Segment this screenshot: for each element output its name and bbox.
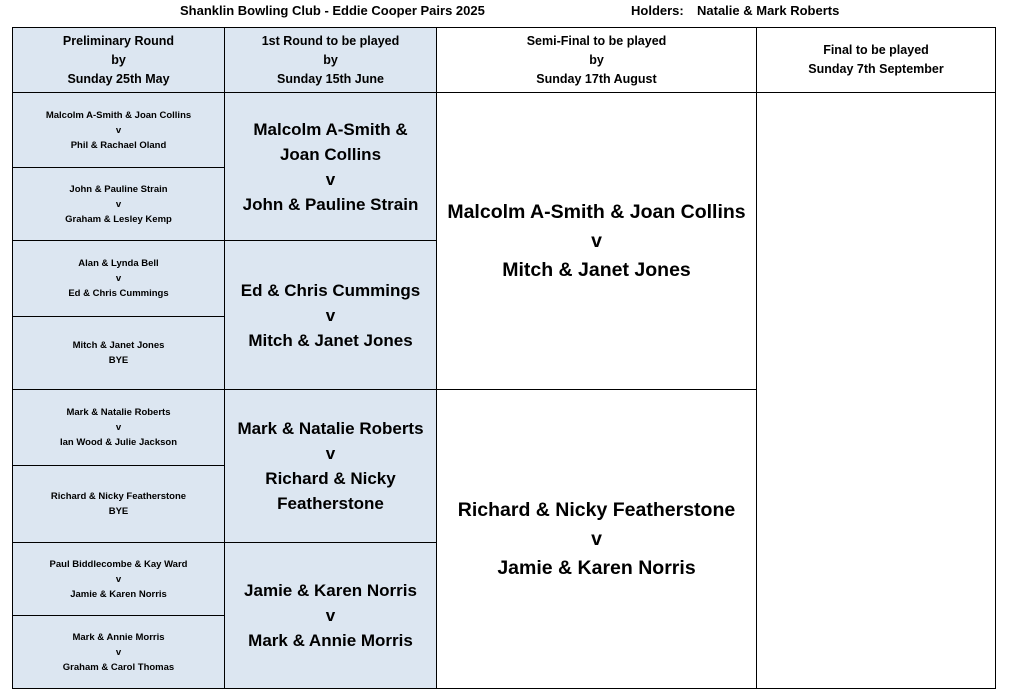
first-round-match <box>224 389 437 543</box>
preliminary-match <box>12 316 225 390</box>
header-line: 1st Round to be played <box>261 33 400 48</box>
final-match <box>756 92 996 689</box>
team-name: Malcolm A-Smith & <box>253 119 408 139</box>
team-name: Richard & Nicky Featherstone <box>457 498 736 521</box>
team-name: Ian Wood & Julie Jackson <box>59 437 178 448</box>
versus-label: v <box>115 198 122 210</box>
semi-final-header <box>436 27 757 93</box>
header-line: Final to be played <box>823 43 929 57</box>
semi-final-match <box>436 389 757 689</box>
preliminary-match <box>12 167 225 241</box>
first-round-match <box>224 92 437 241</box>
team-name: Ed & Chris Cummings <box>240 280 421 300</box>
preliminary-match <box>12 240 225 317</box>
header-line: Sunday 15th June <box>277 71 384 86</box>
bye-label: BYE <box>108 506 129 517</box>
preliminary-match <box>12 465 225 543</box>
header-line: by <box>111 52 126 67</box>
semi-final-match <box>436 92 757 390</box>
team-name: Paul Biddlecombe & Kay Ward <box>49 558 188 570</box>
team-name: John & Pauline Strain <box>242 194 419 214</box>
versus-label: v <box>325 305 336 325</box>
team-name: Malcolm A-Smith & Joan Collins <box>447 200 746 223</box>
team-name: Alan & Lynda Bell <box>78 258 159 269</box>
header-line: by <box>589 52 604 67</box>
page-title: Shanklin Bowling Club - Eddie Cooper Pairs 2025 <box>180 3 485 18</box>
bye-label: BYE <box>108 355 129 366</box>
versus-label: v <box>115 124 122 136</box>
versus-label: v <box>115 573 122 585</box>
team-name: Graham & Carol Thomas <box>62 661 175 673</box>
team-name: Mark & Natalie Roberts <box>237 419 424 438</box>
team-name: Richard & Nicky Featherstone <box>50 491 187 502</box>
versus-label: v <box>325 444 336 463</box>
versus-label: v <box>115 422 122 433</box>
header-line: Preliminary Round <box>62 33 175 48</box>
first-round-match <box>224 542 437 689</box>
preliminary-match <box>12 542 225 616</box>
versus-label: v <box>591 229 602 252</box>
team-name: Jamie & Karen Norris <box>497 556 696 579</box>
team-name: John & Pauline Strain <box>69 183 168 195</box>
versus-label: v <box>325 606 336 625</box>
team-name: Mitch & Janet Jones <box>72 340 165 351</box>
team-name: Featherstone <box>277 494 384 513</box>
team-name: Phil & Rachael Oland <box>70 139 167 151</box>
team-name: Graham & Lesley Kemp <box>65 213 172 225</box>
preliminary-match <box>12 389 225 466</box>
team-name: Richard & Nicky <box>265 469 396 488</box>
team-name: Jamie & Karen Norris <box>244 581 417 600</box>
team-name: Jamie & Karen Norris <box>70 588 167 600</box>
team-name: Joan Collins <box>279 144 382 164</box>
first-round-header <box>224 27 437 93</box>
team-name: Malcolm A-Smith & Joan Collins <box>45 109 192 121</box>
holders-label: Holders: <box>631 3 684 18</box>
holders-value: Natalie & Mark Roberts <box>697 3 840 18</box>
header-line: Semi-Final to be played <box>526 33 667 48</box>
versus-label: v <box>115 646 122 658</box>
header-line: Sunday 7th September <box>808 62 944 76</box>
team-name: Mitch & Janet Jones <box>502 258 691 281</box>
team-name: Mitch & Janet Jones <box>248 330 413 350</box>
versus-label: v <box>325 169 336 189</box>
preliminary-match <box>12 92 225 168</box>
team-name: Mark & Annie Morris <box>248 631 413 650</box>
header-line: Sunday 25th May <box>67 71 170 86</box>
team-name: Mark & Natalie Roberts <box>66 407 171 418</box>
preliminary-match <box>12 615 225 689</box>
final-header <box>756 27 996 93</box>
team-name: Mark & Annie Morris <box>72 631 165 643</box>
versus-label: v <box>115 273 122 284</box>
versus-label: v <box>591 527 602 550</box>
first-round-match <box>224 240 437 390</box>
header-line: by <box>323 52 338 67</box>
team-name: Ed & Chris Cummings <box>68 288 169 299</box>
preliminary-round-header <box>12 27 225 93</box>
header-line: Sunday 17th August <box>536 71 657 86</box>
